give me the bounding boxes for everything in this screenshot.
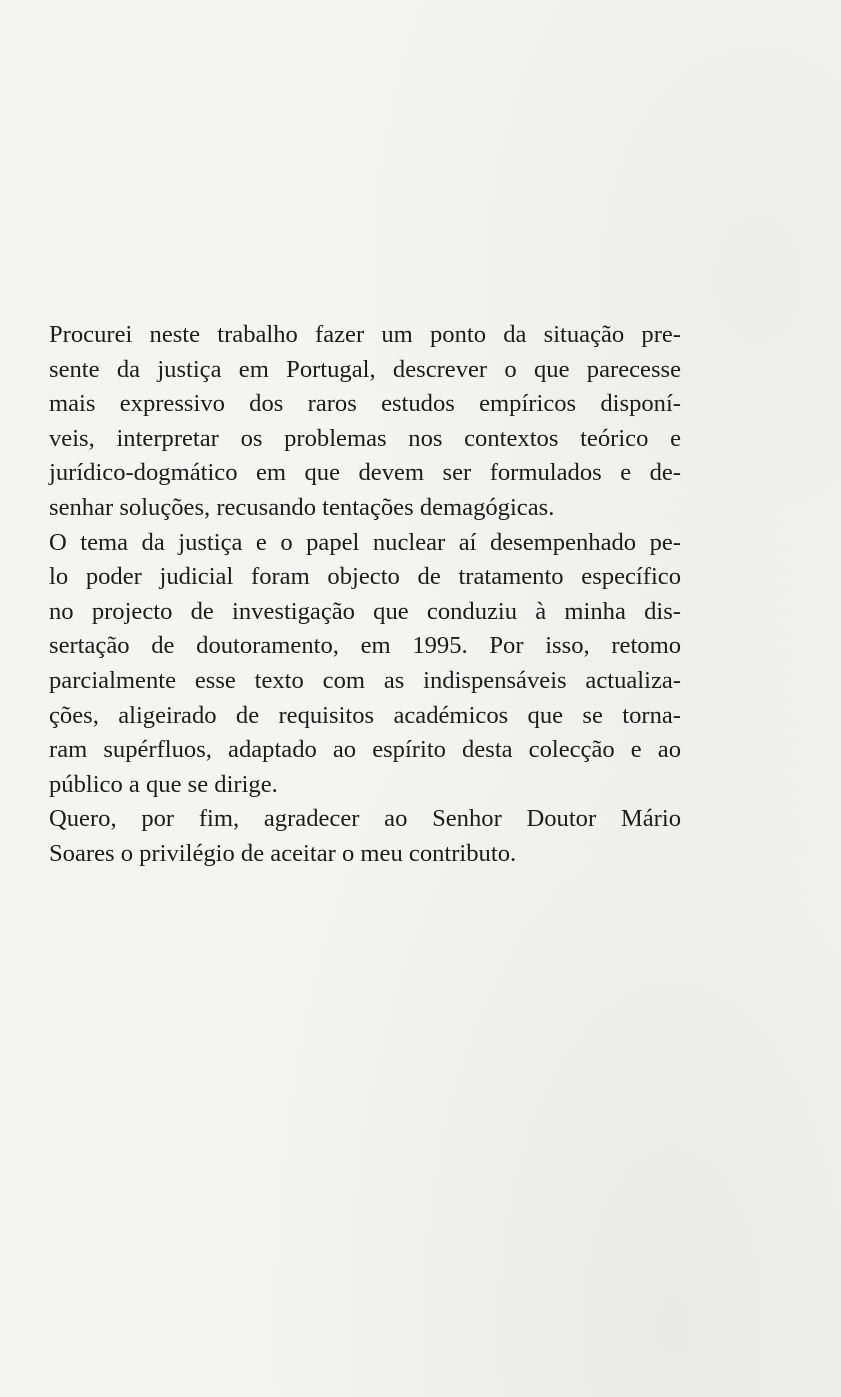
text-line: Procurei neste trabalho fazer um ponto da situação pre- <box>49 321 681 348</box>
text-line: público a que se dirige. <box>49 770 278 798</box>
text-line: mais expressivo dos raros estudos empíricos disponí- <box>49 390 681 418</box>
paragraph-1 <box>49 318 681 526</box>
text-line: senhar soluções, recusando tentações demagógicas. <box>49 493 555 521</box>
text-line: Soares o privilégio de aceitar o meu contributo. <box>49 839 517 867</box>
text-line: ções, aligeirado de requisitos académicos que se torna- <box>49 701 681 729</box>
text-line: Quero, por fim, agradecer ao Senhor Doutor Mário <box>49 805 681 833</box>
text-line: no projecto de investigação que conduziu à minha dis- <box>49 597 681 625</box>
text-line: sertação de doutoramento, em 1995. Por isso, retomo <box>49 632 681 660</box>
paragraph-3 <box>49 802 681 871</box>
body-text <box>49 318 681 872</box>
text-line: lo poder judicial foram objecto de tratamento específico <box>49 563 681 591</box>
paragraph-2 <box>49 526 681 803</box>
text-line: parcialmente esse texto com as indispensáveis actualiza- <box>49 666 681 694</box>
text-line: jurídico-dogmático em que devem ser formulados e de- <box>49 459 681 487</box>
text-line: veis, interpretar os problemas nos contextos teórico e <box>49 424 681 452</box>
text-line: O tema da justiça e o papel nuclear aí desempenhado pe- <box>49 528 681 556</box>
text-line: ram supérfluos, adaptado ao espírito desta colecção e ao <box>49 736 681 764</box>
text-line: sente da justiça em Portugal, descrever o que parecesse <box>49 355 681 383</box>
